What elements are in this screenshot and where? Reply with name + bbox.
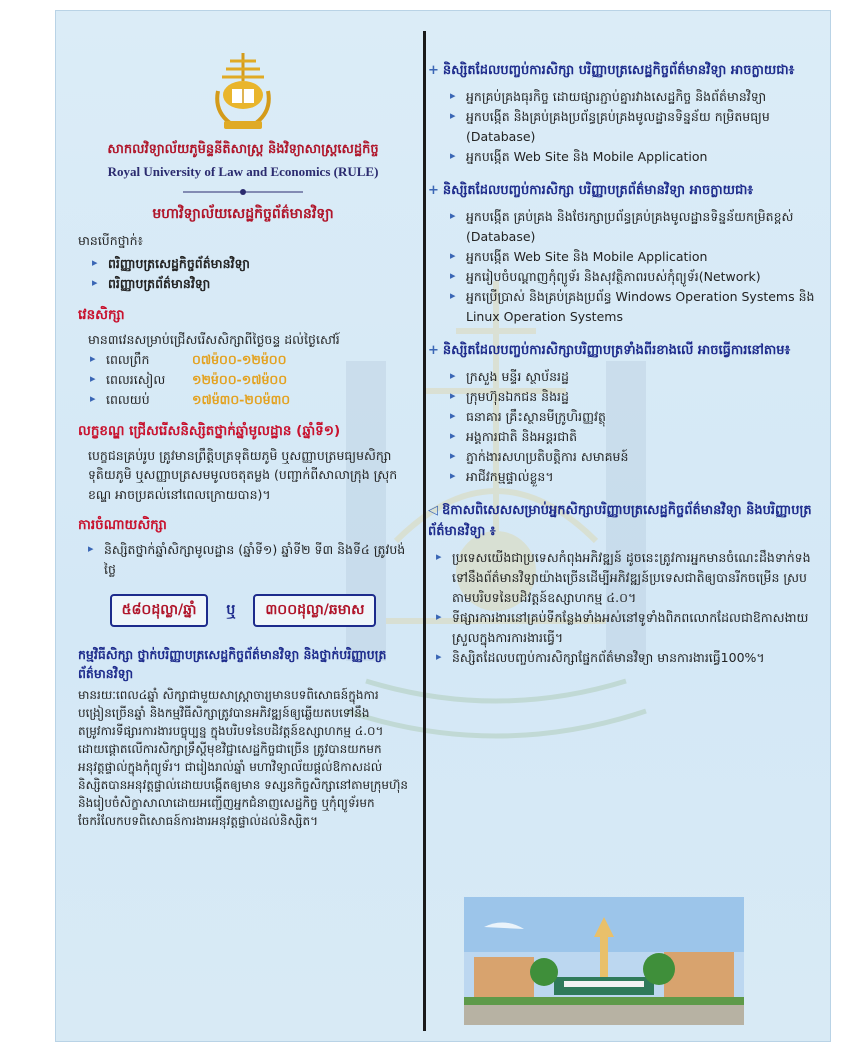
career-section-economics-it: [428, 61, 823, 167]
section-title: ឱកាសពិសេសសម្រាប់អ្នកសិក្សាបរិញ្ញាបត្រសេដ្ឋកិច្ចព័ត៌មានវិទ្យា និងបរិញ្ញាបត្រព័ត៌មានវិទ្យា ៖: [428, 503, 812, 539]
left-column: [78, 51, 408, 830]
admission-heading: លក្ខខណ្ឌ ជ្រើសរើសនិស្សិតថ្នាក់ឆ្នាំមូលដ្ឋាន (ឆ្នាំទី១): [78, 422, 341, 439]
workplace-item: ▸ ធនាគារ គ្រឹះស្ថានមីក្រូហិរញ្ញវត្ថុ: [450, 407, 823, 427]
opportunity-item: ▸ និស្សិតដែលបញ្ចប់ការសិក្សាផ្នែកព័ត៌មានវិទ្យា មានការងារធ្វើ100%។: [436, 648, 823, 668]
career-item: ▸ អ្នករៀបចំបណ្តាញកុំព្យូទ័រ និងសុវត្ថិភាពរបស់កុំព្យូទ័រ(Network): [450, 267, 823, 287]
career-item: ▸ អ្នកបង្កើត និងគ្រប់គ្រងប្រព័ន្ធគ្រប់គ្រងមូលដ្ឋានទិន្នន័យ កម្រិតមធ្យម (Database): [450, 107, 823, 147]
university-name-khmer: សាកលវិទ្យាល័យភូមិន្ទនីតិសាស្ត្រ និងវិទ្យាសាស្ត្រសេដ្ឋកិច្ច: [107, 142, 379, 157]
opportunity-item: ▸ ប្រទេសយើងជាប្រទេសកំពុងអភិវឌ្ឍន៍ ដូចនេះត្រូវការអ្នកមានចំណេះដឹងទាក់ទងទៅនឹងព័ត៌មានវិទ្យាយ៉ាងច្រើនដើម្បីអភិវឌ្ឍន៍ប្រទេសជាតិឲ្យបានរីកចម្រើន ស្របតាមបរិបទនៃបដិវត្តន៍ឧស្សាហកម្ម ៤.០។: [436, 548, 823, 608]
plus-icon: +: [428, 183, 439, 199]
university-name-english: Royal University of Law and Economics (RULE): [107, 164, 379, 179]
workplace-item: ▸ ក្រសួង មន្ទីរ ស្ថាប័នរដ្ឋ: [450, 367, 823, 387]
career-section-it: [428, 181, 823, 327]
workplace-list: [450, 367, 823, 487]
schedule-label: ▸ ពេលរសៀល: [106, 371, 166, 387]
schedule-list: [90, 350, 408, 410]
opportunity-list: [436, 548, 823, 668]
program-item: ▸ ពរិញ្ញាបត្រសេដ្ឋកិច្ចព័ត៌មានវិទ្យា: [92, 254, 408, 274]
career-item: ▸ អ្នកប្រើប្រាស់ និងគ្រប់គ្រងប្រព័ន្ធ Windows Operation Systems និង Linux Operation Systems: [450, 287, 823, 327]
brochure-page: [55, 10, 831, 1042]
workplace-item: ▸ អង្គការជាតិ និងអន្តរជាតិ: [450, 427, 823, 447]
plus-icon: +: [428, 343, 439, 359]
section-title: និស្សិតដែលបញ្ចប់ការសិក្សាបរិញ្ញាបត្រទាំងពីរខាងលើ អាចធ្វើការនៅតាម៖: [442, 343, 791, 359]
offers-label: មានបើកថ្នាក់៖: [78, 233, 144, 248]
schedule-label: ▸ ពេលព្រឹក: [106, 351, 150, 367]
fee-list: [88, 540, 408, 580]
right-column: [428, 61, 823, 682]
schedule-time: ០៧ម៉០០-១២ម៉០០: [192, 351, 287, 367]
column-divider: [423, 31, 426, 1031]
fee-or: ឬ: [226, 601, 236, 618]
workplace-item: ▸ អាជីវកម្មផ្ទាល់ខ្លួន។: [450, 467, 823, 487]
campus-photo: [464, 897, 744, 1025]
career-item: ▸ អ្នកបង្កើត គ្រប់គ្រង និងថែរក្សាប្រព័ន្ធគ្រប់គ្រងមូលដ្ឋានទិន្នន័យកម្រិតខ្ពស់ (Database): [450, 207, 823, 247]
program-item: ▸ ពរិញ្ញាបត្រព័ត៌មានវិទ្យា: [92, 274, 408, 294]
career-item: ▸ អ្នកបង្កើត Web Site និង Mobile Application: [450, 247, 823, 267]
career-item: ▸ អ្នកបង្កើត Web Site និង Mobile Application: [450, 147, 823, 167]
fee-text: ▸ និស្សិតថ្នាក់ឆ្នាំសិក្សាមូលដ្ឋាន (ឆ្នាំទី១) ឆ្នាំទី២ ទី៣ និងទី៤ ត្រូវបង់ថ្លៃ: [88, 540, 408, 580]
section-title: និស្សិតដែលបញ្ចប់ការសិក្សា បរិញ្ញាបត្រសេដ្ឋកិច្ចព័ត៌មានវិទ្យា អាចក្លាយជា៖: [442, 63, 795, 78]
opportunity-item: ▸ ទីផ្សារការងារនៅគ្រប់ទីកន្លែងទាំងអស់នៅទូទាំងពិភពលោកដែលជាឱកាសងាយស្រួលក្នុងការការងារធ្វើ។: [436, 608, 823, 648]
workplace-item: ▸ ភ្នាក់ងារសហប្រតិបត្តិការ សមាគមន៍: [450, 447, 823, 467]
schedule-intro: មាន៣វេនសម្រាប់ជ្រើសរើសសិក្សាពីថ្ងៃចន្ទ ដល់ថ្ងៃសៅរ៍: [88, 332, 340, 348]
program-description: មានរយៈពេល៤ឆ្នាំ សិក្សាជាមួយសាស្ត្រាចារ្យមានបទពិសោធន៍ក្នុងការបង្រៀនច្រើនឆ្នាំ និងកម្មវិធីសិក្សាត្រូវបានអភិវឌ្ឍន៍ឲ្យឆ្លើយតបទៅនឹងតម្រូវការទីផ្សារការងារបច្ចុប្បន្ន ក្នុងបរិបទនៃបដិវត្តន៍ឧស្សាហកម្ម ៤.០។ ដោយផ្តោតលើការសិក្សាទ្រឹស្តីមុខវិជ្ជាសេដ្ឋកិច្ចជាច្រើន ត្រូវបានយកមកអនុវត្តផ្ទាល់ក្នុងកុំព្យូទ័រ។ ជារៀងរាល់ឆ្នាំ មហាវិទ្យាល័យផ្តល់ឱកាសដល់និស្សិតបានអនុវត្តផ្ទាល់ដោយបង្កើតឲ្យមាន ទស្សនកិច្ចសិក្សានៅតាមក្រុមហ៊ុន និងរៀបចំសិក្ខាសាលាដោយអញ្ជើញអ្នកជំនាញសេដ្ឋកិច្ច ឬកុំព្យូទ័រមកចែករំលែកបទពិសោធន៍ការងារអនុវត្តផ្ទាល់ដល់និស្សិត។: [78, 687, 409, 828]
fee-heading: ការចំណាយសិក្សា: [78, 516, 167, 533]
plus-icon: +: [428, 63, 439, 78]
schedule-time: ១២ម៉០០-១៧ម៉០០: [192, 371, 288, 387]
section-title: និស្សិតដែលបញ្ចប់ការសិក្សា បរិញ្ញាបត្រព័ត៌មានវិទ្យា អាចក្លាយជា៖: [442, 183, 754, 199]
schedule-heading: វេនសិក្សា: [78, 307, 125, 324]
admission-text: បេក្ខជនគ្រប់រូប ត្រូវមានព្រឹត្តិបត្រទុតិយភូមិ ឬសញ្ញាបត្រមធ្យមសិក្សាទុតិយភូមិ ឬសញ្ញាបត្រសមមូលចតុតម្លង (បញ្ជាក់ពីសាលាក្រុង ស្រុក ខណ្ឌ អាចប្រគល់នៅពេលក្រោយបាន)។: [88, 447, 398, 502]
schedule-time: ១៧ម៉៣០-២០ម៉៣០: [192, 391, 291, 407]
fee-options: [78, 594, 408, 627]
program-heading: កម្មវិធីសិក្សា ថ្នាក់បរិញ្ញាបត្រសេដ្ឋកិច្ចព័ត៌មានវិទ្យា និងថ្នាក់បរិញ្ញាបត្រព័ត៌មានវិទ្យា: [78, 646, 387, 682]
opportunity-section: [428, 501, 823, 667]
schedule-item: [90, 350, 408, 370]
career-list: [450, 207, 823, 327]
schedule-item: [90, 370, 408, 390]
fee-per-semester: ៣០០ដុល្លា/ឆមាស: [253, 594, 376, 627]
career-list: [450, 87, 823, 167]
university-logo: [210, 51, 276, 133]
faculty-title: មហាវិទ្យាល័យសេដ្ឋកិច្ចព័ត៌មានវិទ្យា: [152, 206, 334, 222]
career-item: ▸ អ្នកគ្រប់គ្រងធុរកិច្ច ដោយផ្សារភ្ជាប់គ្នារវាងសេដ្ឋកិច្ច និងព័ត៌មានវិទ្យា: [450, 87, 823, 107]
workplace-section: [428, 341, 823, 487]
schedule-label: ▸ ពេលយប់: [106, 391, 150, 407]
megaphone-icon: ◁: [428, 503, 438, 519]
program-list: [92, 254, 408, 294]
schedule-item: [90, 390, 408, 410]
fee-per-year: ៥៨០ដុល្លា/ឆ្នាំ: [110, 594, 209, 627]
ornament-divider: [183, 188, 303, 196]
workplace-item: ▸ ក្រុមហ៊ុនឯកជន និងរដ្ឋ: [450, 387, 823, 407]
